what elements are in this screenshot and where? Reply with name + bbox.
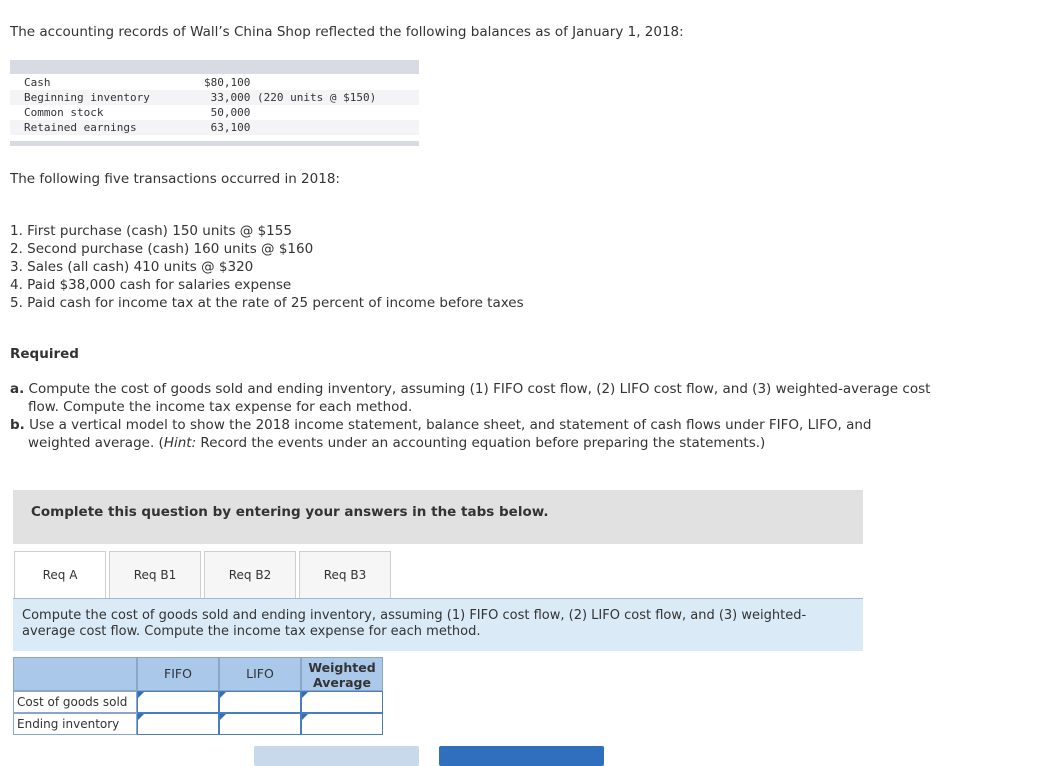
transaction-item: 5. Paid cash for income tax at the rate of 25 percent of income before taxes — [10, 295, 524, 311]
transaction-item: 4. Paid $38,000 cash for salaries expense — [10, 277, 292, 293]
tab-req-b3[interactable]: Req B3 — [299, 551, 391, 598]
balance-row — [10, 75, 419, 90]
tab-req-b1[interactable]: Req B1 — [109, 551, 201, 598]
requirement-b-line2-pre: weighted average. ( — [28, 435, 164, 451]
tab-instruction: Compute the cost of goods sold and ending inventory, assuming (1) FIFO cost flow, (2) LIFO cost flow, and (3) weighted-average cost flow. Compute the income tax expense for each method. — [13, 599, 863, 651]
header-weighted-average: Weighted Average — [301, 657, 383, 691]
tab-req-a[interactable]: Req A — [14, 551, 106, 599]
balance-row — [10, 105, 419, 120]
required-title: Required — [10, 346, 79, 362]
balance-value: 50,000 — [204, 106, 251, 119]
ending-inv-lifo-field[interactable] — [220, 715, 300, 735]
ending-inv-fifo-field[interactable] — [138, 715, 218, 735]
balance-value: 33,000 (220 units @ $150) — [204, 91, 377, 104]
balance-value: 63,100 — [204, 121, 251, 134]
cogs-fifo-input[interactable] — [137, 691, 219, 713]
intro-text: The accounting records of Wall’s China Shop reflected the following balances as of January 1, 2018: — [10, 24, 684, 40]
next-button[interactable] — [439, 746, 604, 766]
requirement-b-line1: Use a vertical model to show the 2018 income statement, balance sheet, and statement of cash flows under FIFO, LIFO, and — [29, 417, 872, 433]
banner-text: Complete this question by entering your answers in the tabs below. — [31, 504, 549, 520]
ending-inv-weighted-field[interactable] — [302, 715, 382, 735]
requirement-b — [10, 416, 955, 452]
requirement-b-line2-post: Record the events under an accounting equation before preparing the statements.) — [196, 435, 766, 451]
cogs-lifo-field[interactable] — [220, 693, 300, 713]
balance-label: Cash — [24, 76, 51, 89]
instructions-banner — [13, 490, 863, 544]
balance-label: Common stock — [24, 106, 104, 119]
transaction-item: 2. Second purchase (cash) 160 units @ $160 — [10, 241, 314, 257]
balances-header-bar — [10, 60, 419, 74]
cogs-fifo-field[interactable] — [138, 693, 218, 713]
header-lifo: LIFO — [219, 657, 301, 691]
balance-value: $80,100 — [204, 76, 251, 89]
ending-inv-weighted-input[interactable] — [301, 713, 383, 735]
transaction-item: 1. First purchase (cash) 150 units @ $155 — [10, 223, 292, 239]
requirement-a-tag: a. — [10, 381, 25, 397]
ending-inv-lifo-input[interactable] — [219, 713, 301, 735]
balance-label: Retained earnings — [24, 121, 137, 134]
transactions-list — [10, 222, 524, 312]
transaction-item: 3. Sales (all cash) 410 units @ $320 — [10, 259, 254, 275]
grid-corner-header — [13, 657, 137, 691]
header-fifo: FIFO — [137, 657, 219, 691]
balances-footer-bar — [10, 141, 419, 146]
transactions-intro: The following five transactions occurred in 2018: — [10, 171, 340, 187]
balance-row — [10, 120, 419, 135]
requirement-a-line1: Compute the cost of goods sold and ending inventory, assuming (1) FIFO cost flow, (2) LIFO cost flow, and (3) weighted-average cost — [28, 381, 931, 397]
ending-inv-fifo-input[interactable] — [137, 713, 219, 735]
row-label-ending-inventory: Ending inventory — [13, 713, 137, 735]
cogs-lifo-input[interactable] — [219, 691, 301, 713]
cogs-weighted-field[interactable] — [302, 693, 382, 713]
requirement-b-hint: Hint: — [163, 435, 197, 451]
tab-req-b2[interactable]: Req B2 — [204, 551, 296, 598]
prev-button[interactable] — [254, 746, 419, 766]
cogs-weighted-input[interactable] — [301, 691, 383, 713]
requirement-a — [10, 380, 955, 416]
row-label-cogs: Cost of goods sold — [13, 691, 137, 713]
balance-label: Beginning inventory — [24, 91, 150, 104]
balance-row — [10, 90, 419, 105]
requirement-a-line2: flow. Compute the income tax expense for each method. — [28, 399, 413, 415]
requirement-b-tag: b. — [10, 417, 25, 433]
